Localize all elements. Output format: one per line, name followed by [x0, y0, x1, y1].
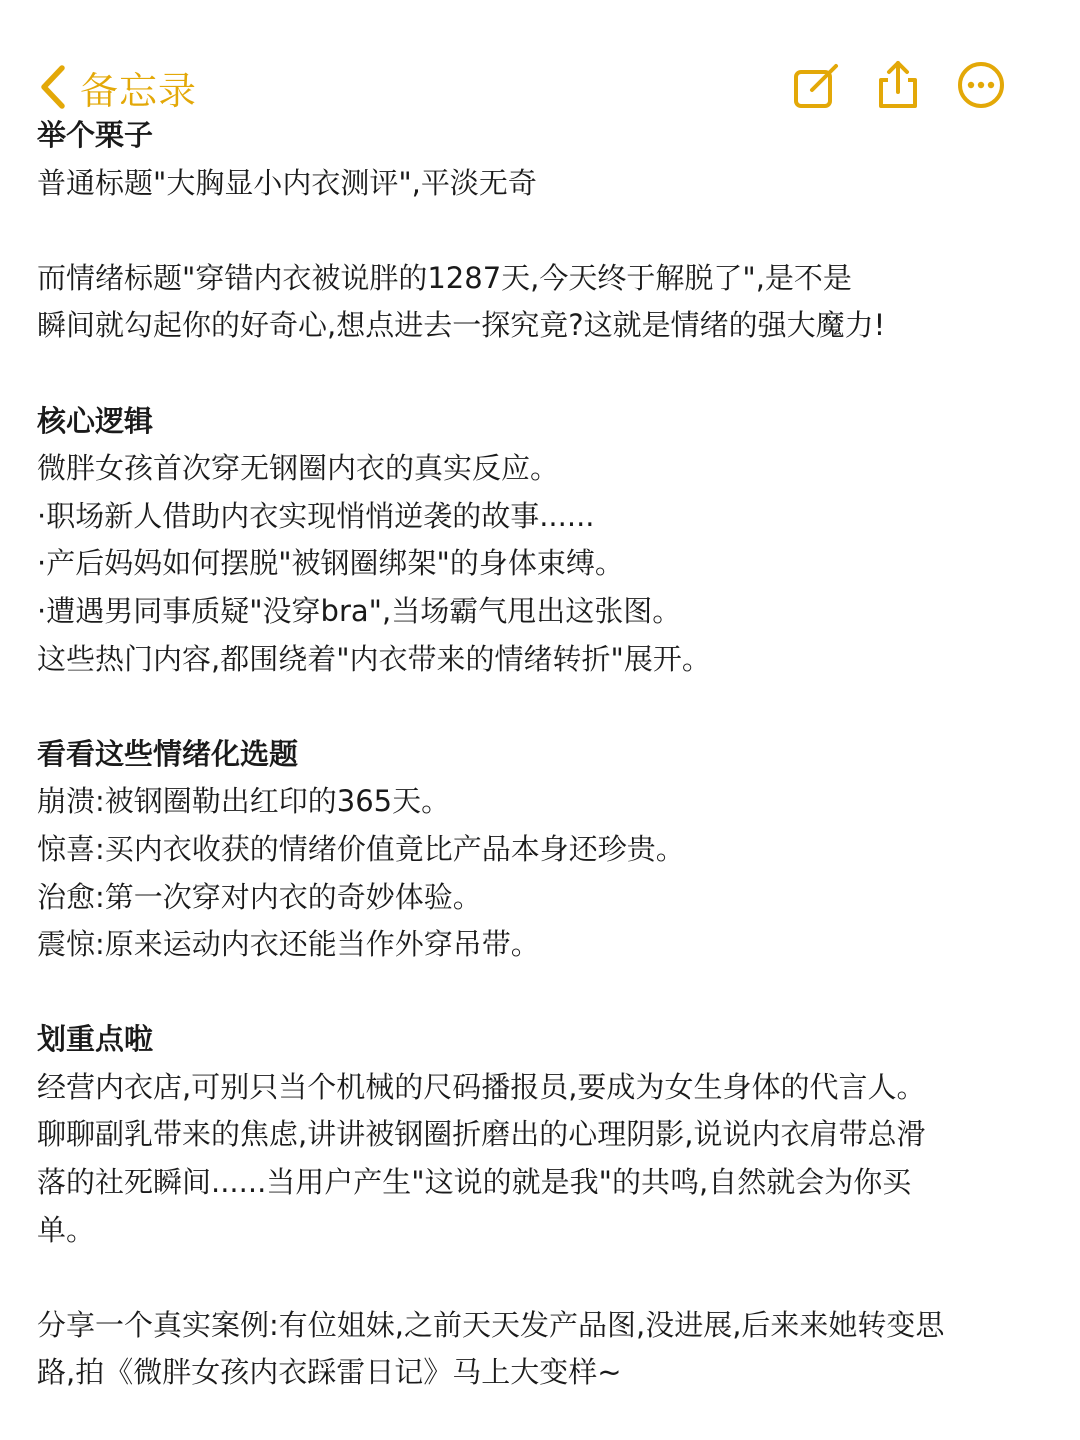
blank-line [37, 207, 1047, 255]
share-icon [873, 60, 923, 110]
note-line: 微胖女孩首次穿无钢圈内衣的真实反应。 [37, 451, 560, 486]
note-line: 聊聊副乳带来的焦虑,讲讲被钢圈折磨出的心理阴影,说说内衣肩带总滑 [37, 1117, 926, 1152]
note-line: 震惊:原来运动内衣还能当作外穿吊带。 [37, 927, 540, 962]
share-button[interactable] [873, 60, 923, 110]
blank-line [37, 969, 1047, 1017]
note-line: 崩溃:被钢圈勒出红印的365天。 [37, 784, 451, 819]
note-line: ·职场新人借助内衣实现悄悄逆袭的故事...... [37, 498, 595, 533]
blank-line [37, 1254, 1047, 1302]
section-heading: 核心逻辑 [37, 403, 154, 438]
note-line: 瞬间就勾起你的好奇心,想点进去一探究竟?这就是情绪的强大魔力! [37, 308, 886, 343]
note-line: ·遭遇男同事质疑"没穿bra",当场霸气甩出这张图。 [37, 593, 682, 628]
note-line: 普通标题"大胸显小内衣测评",平淡无奇 [37, 165, 537, 200]
more-button[interactable] [956, 60, 1006, 110]
back-button[interactable] [38, 62, 197, 112]
navigation-bar [0, 0, 1080, 118]
note-line: 单。 [37, 1212, 96, 1247]
section-heading: 举个栗子 [37, 118, 154, 152]
more-icon [956, 60, 1006, 110]
section-heading: 看看这些情绪化选题 [37, 736, 299, 771]
blank-line [37, 683, 1047, 731]
note-line: 经营内衣店,可别只当个机械的尺码播报员,要成为女生身体的代言人。 [37, 1069, 926, 1104]
note-line: 这些热门内容,都围绕着"内衣带来的情绪转折"展开。 [37, 641, 711, 676]
note-line: 落的社死瞬间......当用户产生"这说的就是我"的共鸣,自然就会为你买 [37, 1165, 912, 1200]
note-line: 分享一个真实案例:有位姐妹,之前天天发产品图,没进展,后来来她转变思 [37, 1307, 945, 1342]
note-line: 治愈:第一次穿对内衣的奇妙体验。 [37, 879, 482, 914]
compose-icon [792, 60, 842, 110]
note-line: ·产后妈妈如何摆脱"被钢圈绑架"的身体束缚。 [37, 546, 624, 581]
compose-button[interactable] [792, 60, 842, 110]
note-body[interactable] [37, 112, 1047, 1397]
back-label: 备忘录 [80, 68, 198, 113]
section-heading: 划重点啦 [37, 1022, 154, 1057]
note-line: 路,拍《微胖女孩内衣踩雷日记》马上大变样~ [37, 1355, 622, 1390]
chevron-left-icon [38, 64, 66, 110]
note-line: 惊喜:买内衣收获的情绪价值竟比产品本身还珍贵。 [37, 831, 685, 866]
blank-line [37, 350, 1047, 398]
note-line: 而情绪标题"穿错内衣被说胖的1287天,今天终于解脱了",是不是 [37, 260, 852, 295]
